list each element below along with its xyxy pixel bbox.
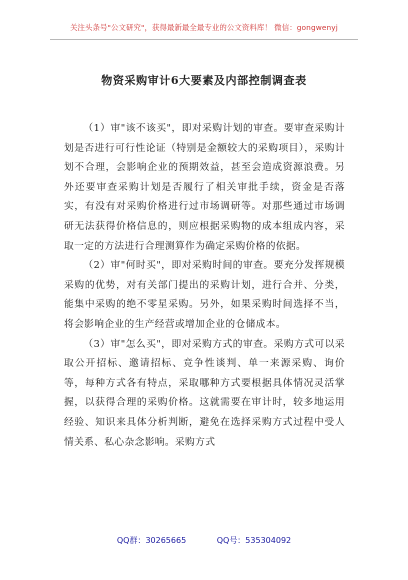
document-title: 物资采购审计6大要素及内部控制调查表 xyxy=(101,74,307,87)
footer-qq-group: QQ群：30265665 xyxy=(116,536,187,545)
paragraph-3: （3）审"怎么买"，即对采购方式的审查。采购方式可以采取公开招标、邀请招标、竞争性谈判、单一来源采购、询价等，每种方式各有特点，采取哪种方式要根据具体情况灵活掌握，以获得合理的采购价格。这就需要在审计时，较多地运用经验、知识来具体分析判断，避免在选择采购方式过程中受人情关系、私心杂念影响。采购方式 xyxy=(64,338,345,448)
paragraph-2: （2）审"何时买"，即对采购时间的审查。要充分发挥规模采购的优势，对有关部门提出的采购计划，进行合并、分类，能集中采购的绝不零星采购。另外，如果采购时间选择不当，将会影响企业的生产经营或增加企业的仓储成本。 xyxy=(64,260,345,330)
document-body xyxy=(64,119,345,452)
header-banner: 关注头条号"公文研究"，获得最新最全最专业的公文资料库！ 微信：gongwenyj xyxy=(70,23,338,32)
footer xyxy=(0,535,408,546)
footer-qq-number: QQ号：535304092 xyxy=(216,536,292,545)
header-divider xyxy=(50,39,358,40)
paragraph-1: （1）审"该不该买"，即对采购计划的审查。要审查采购计划是否进行可行性论证（特别是金额较大的采购项目），采购计划不合理，会影响企业的预期效益，甚至会造成资源浪费。另外还要审查采购计划是否履行了相关审批手续，资金是否落实，有没有对采购价格进行过市场调研等。对那些通过市场调研无法获得价格信息的，则应根据采购物的成本组成内容，采取一定的方法进行合理测算作为确定采购价格的依据。 xyxy=(64,123,345,252)
